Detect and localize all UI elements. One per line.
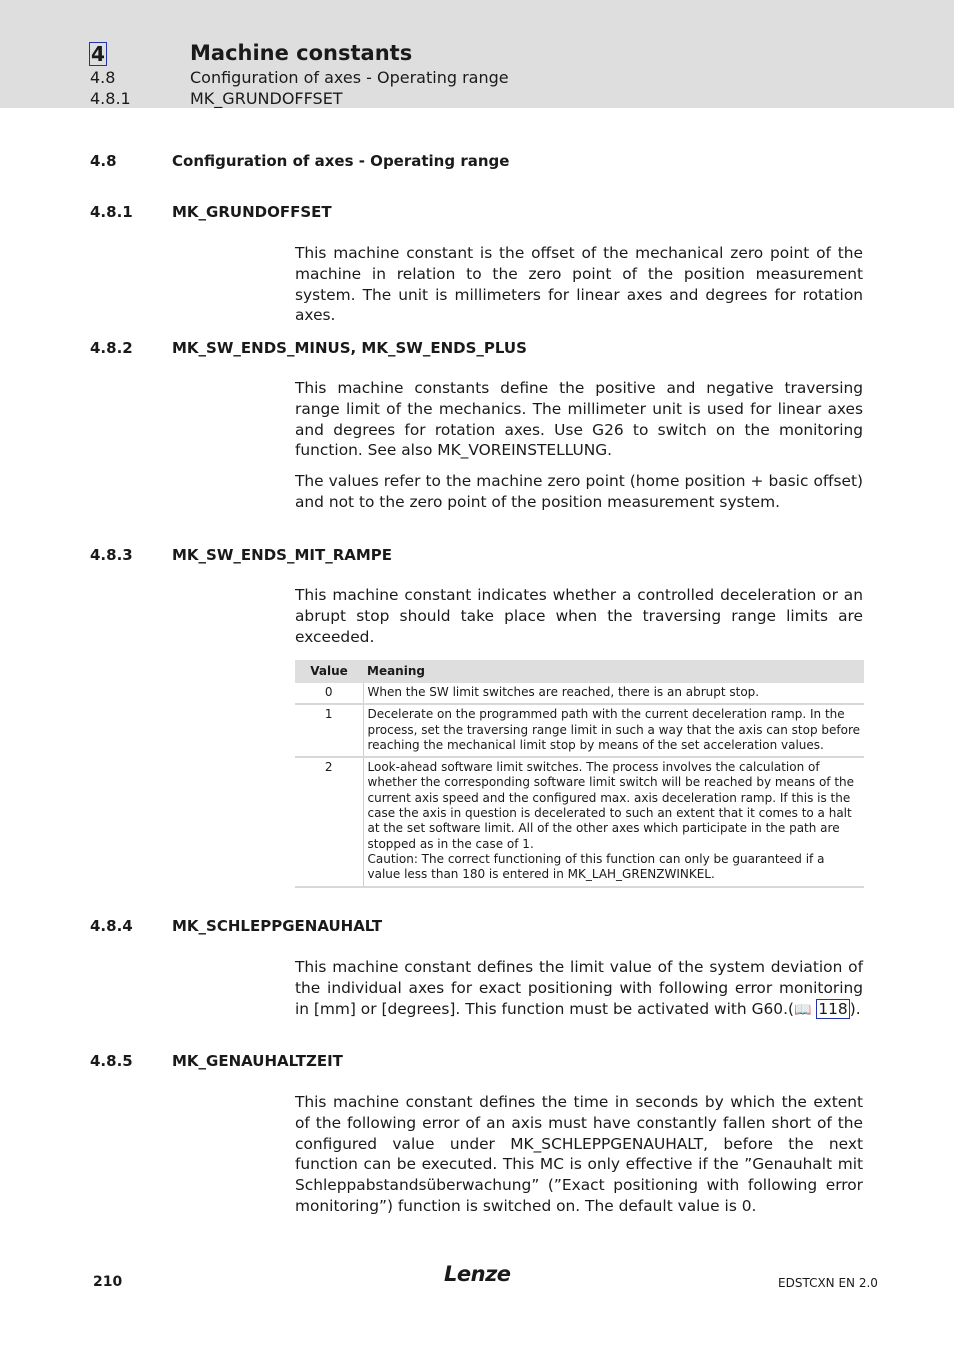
paragraph-text: This machine constant defines the limit value of the system deviation of the individual axes for exact positioning with following error monitoring in [mm] or [degrees]. This function must be activated with G60.( <box>295 958 863 1018</box>
table-cell-value: 1 <box>295 704 363 757</box>
table-cell-value: 2 <box>295 757 363 886</box>
table-cell-value: 0 <box>295 683 363 704</box>
body-paragraph: The values refer to the machine zero point (home position + basic offset) and not to the zero point of the position measurement system. <box>295 472 863 511</box>
table-header-row <box>295 660 864 683</box>
chapter-title: Machine constants <box>190 41 413 65</box>
body-paragraph: This machine constants define the positive and negative traversing range limit of the mechanics. The millimeter unit is used for linear axes and degrees for rotation axes. Use G26 to switch on the monitoring function. See also MK_VOREINSTELLUNG. <box>295 379 863 460</box>
section-number: 4.8.5 <box>90 1052 133 1070</box>
section-title: MK_GENAUHALTZEIT <box>172 1052 343 1070</box>
body-paragraph: This machine constant defines the time in seconds by which the extent of the following error of an axis must have constantly fallen short of the configured value under MK_SCHLEPPGENAUHALT, before the next function can be executed. This MC is only effective if the ”Genauhalt mit Schleppabstandsüberwachung” (”Exact positioning with following error monitoring”) function is switched on. The default value is 0. <box>295 1093 863 1215</box>
book-icon: 📖 <box>793 1001 812 1018</box>
header-section-title: Configuration of axes - Operating range <box>190 68 509 87</box>
meaning-text: Look-ahead software limit switches. The process involves the calculation of whether the corresponding software limit switch will be reached by means of the current axis speed and the configured max. axis deceleration ramp. If this is the case the axis in question is decelerated to such an extent that it comes to a halt at the set software limit. All of the other axes which participate in the path are stopped as in the case of 1. <box>367 760 855 851</box>
value-table <box>295 660 864 888</box>
header-subsection-title: MK_GRUNDOFFSET <box>190 89 343 108</box>
lenze-logo: Lenze <box>444 1262 511 1286</box>
section-title: Configuration of axes - Operating range <box>172 152 510 170</box>
caution-text: Caution: The correct functioning of this function can only be guaranteed if a value less than 180 is entered in MK_LAH_GRENZWINKEL. <box>367 851 825 882</box>
section-number: 4.8.4 <box>90 917 133 935</box>
header-subsection-number: 4.8.1 <box>90 89 131 108</box>
section-number: 4.8.1 <box>90 203 133 221</box>
body-paragraph <box>295 957 863 1020</box>
section-title: MK_SCHLEPPGENAUHALT <box>172 917 383 935</box>
paragraph-end: ). <box>849 999 861 1018</box>
column-header-value: Value <box>295 660 363 683</box>
section-title: MK_SW_ENDS_MINUS, MK_SW_ENDS_PLUS <box>172 339 527 357</box>
column-header-meaning: Meaning <box>363 660 864 683</box>
table-cell-meaning: Decelerate on the programmed path with the current deceleration ramp. In the process, set the traversing range limit in such a way that the axis can stop before reaching the mechanical limit stop by means of the set acceleration values. <box>363 704 864 757</box>
table-cell-meaning <box>363 757 864 886</box>
section-number: 4.8.2 <box>90 339 133 357</box>
table-cell-meaning: When the SW limit switches are reached, there is an abrupt stop. <box>363 683 864 704</box>
section-number: 4.8 <box>90 152 117 170</box>
section-title: MK_GRUNDOFFSET <box>172 203 332 221</box>
page-reference-link[interactable]: 118 <box>818 999 848 1018</box>
body-paragraph: This machine constant is the offset of the mechanical zero point of the machine in relation to the zero point of the position measurement system. The unit is millimeters for linear axes and degrees for rotation axes. <box>295 244 863 325</box>
section-number: 4.8.3 <box>90 546 133 564</box>
page-header <box>0 0 954 108</box>
table-row <box>295 704 864 757</box>
document-id: EDSTCXN EN 2.0 <box>778 1276 878 1290</box>
table-row <box>295 683 864 704</box>
page-number: 210 <box>93 1274 123 1290</box>
section-title: MK_SW_ENDS_MIT_RAMPE <box>172 546 393 564</box>
table-row <box>295 757 864 886</box>
header-section-number: 4.8 <box>90 68 116 87</box>
body-paragraph: This machine constant indicates whether a controlled deceleration or an abrupt stop should take place when the traversing range limits are exceeded. <box>295 586 863 646</box>
chapter-number-link[interactable]: 4 <box>91 42 105 66</box>
